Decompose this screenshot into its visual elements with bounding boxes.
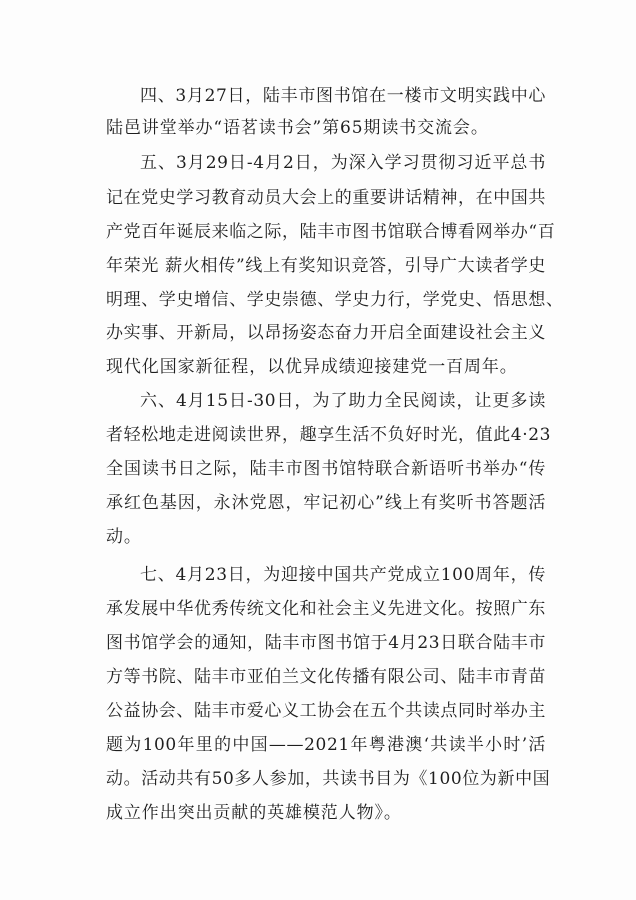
paragraph-7-line-7: 动。活动共有50多人参加，共读书目为《100位为新中国 bbox=[106, 769, 551, 789]
paragraph-6-line-4: 承红色基因，永沐党恩，牢记初心”线上有奖听书答题活 bbox=[106, 493, 546, 513]
paragraph-6-line-3: 全国读书日之际，陆丰市图书馆特联合新语听书举办“传 bbox=[106, 459, 546, 479]
paragraph-7-line-6: 题为100年里的中国——2021年粤港澳‘共读半小时’活 bbox=[106, 735, 546, 755]
paragraph-7-line-2: 承发展中华优秀传统文化和社会主义先进文化。按照广东 bbox=[106, 599, 546, 619]
paragraph-4-line-2: 陆邑讲堂举办“语茗读书会”第65期读书交流会。 bbox=[106, 118, 489, 138]
paragraph-5-line-6: 办实事、开新局，以昂扬姿态奋力开启全面建设社会主义 bbox=[106, 323, 546, 343]
paragraph-7-line-8: 成立作出突出贡献的英雄模范人物》。 bbox=[106, 803, 402, 823]
paragraph-7-line-4: 方等书院、陆丰市亚伯兰文化传播有限公司、陆丰市青苗 bbox=[106, 667, 546, 687]
paragraph-7-line-1: 七、4月23日，为迎接中国共产党成立100周年，传 bbox=[140, 565, 546, 585]
paragraph-5-line-2: 记在党史学习教育动员大会上的重要讲话精神，在中国共 bbox=[106, 188, 546, 208]
paragraph-5-line-4: 年荣光 薪火相传”线上有奖知识竞答，引导广大读者学史 bbox=[106, 256, 546, 276]
paragraph-5-line-1: 五、3月29日-4月2日，为深入学习贯彻习近平总书 bbox=[140, 153, 546, 173]
paragraph-6-line-2: 者轻松地走进阅读世界，趣享生活不负好时光，值此4·23 bbox=[106, 425, 552, 445]
paragraph-6-line-5: 动。 bbox=[106, 527, 142, 547]
paragraph-4-line-1: 四、3月27日，陆丰市图书馆在一楼市文明实践中心 bbox=[140, 86, 546, 106]
paragraph-7-line-5: 公益协会、陆丰市爱心义工协会在五个共读点同时举办主 bbox=[106, 701, 546, 721]
paragraph-5-line-3: 产党百年诞辰来临之际，陆丰市图书馆联合博看网举办“百 bbox=[106, 222, 556, 242]
paragraph-5-line-5: 明理、学史增信、学史崇德、学史力行，学党史、悟思想、 bbox=[106, 290, 564, 310]
paragraph-6-line-1: 六、4月15日-30日，为了助力全民阅读，让更多读 bbox=[140, 391, 546, 411]
paragraph-7-line-3: 图书馆学会的通知，陆丰市图书馆于4月23日联合陆丰市 bbox=[106, 633, 546, 653]
paragraph-5-line-7: 现代化国家新征程，以优异成绩迎接建党一百周年。 bbox=[106, 357, 518, 377]
